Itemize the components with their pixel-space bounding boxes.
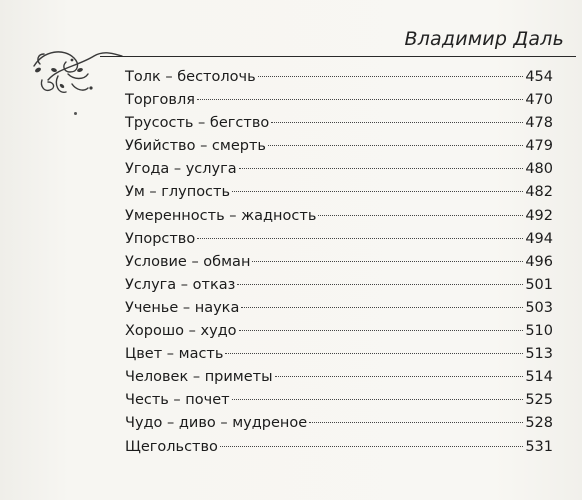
running-header-author: Владимир Даль [404, 28, 564, 50]
dot-leader [258, 76, 524, 77]
dot-leader [309, 422, 523, 423]
toc-entry-page-number: 454 [525, 69, 553, 85]
toc-entry [125, 135, 553, 158]
dot-leader [232, 399, 524, 400]
dot-leader [225, 353, 523, 354]
dot-leader [252, 261, 523, 262]
dot-leader [271, 122, 523, 123]
dot-leader [239, 168, 524, 169]
print-speck [74, 112, 77, 115]
toc-entry [125, 89, 553, 112]
toc-entry-page-number: 513 [525, 346, 553, 363]
toc-entry [125, 436, 553, 459]
dot-leader [268, 145, 523, 146]
toc-entry-page-number: 528 [525, 415, 553, 432]
toc-entry-title: Цвет – масть [125, 346, 224, 363]
toc-entry [125, 251, 553, 274]
table-of-contents [125, 66, 553, 459]
dot-leader [239, 330, 524, 331]
toc-entry-page-number: 503 [525, 299, 553, 316]
dot-leader [220, 446, 523, 447]
toc-entry-title: Человек – приметы [125, 369, 273, 386]
toc-entry-title: Услуга – отказ [125, 276, 236, 293]
toc-entry [125, 366, 553, 389]
toc-entry [125, 158, 553, 181]
dot-leader [318, 215, 523, 216]
toc-entry [125, 274, 553, 297]
toc-entry-title: Торговля [125, 92, 195, 109]
toc-entry-page-number: 470 [525, 92, 553, 109]
toc-entry-title: Честь – почет [125, 392, 230, 409]
toc-entry-title: Умеренность – жадность [125, 207, 317, 224]
toc-entry-title: Ум – глупость [125, 184, 231, 201]
toc-entry [125, 112, 553, 135]
toc-entry-page-number: 531 [525, 438, 553, 455]
toc-entry-page-number: 525 [525, 392, 553, 409]
toc-entry-page-number: 494 [525, 230, 553, 247]
toc-entry-page-number: 514 [525, 369, 553, 386]
floral-flourish-icon [28, 40, 124, 108]
toc-entry-title: Чудо – диво – мудреное [125, 415, 308, 432]
dot-leader [197, 99, 523, 100]
toc-entry-page-number: 480 [525, 161, 553, 178]
toc-entry-title: Упорство [125, 230, 196, 247]
toc-entry [125, 320, 553, 343]
toc-entry [125, 412, 553, 435]
toc-entry-title: Толк – бестолочь [125, 69, 256, 85]
toc-entry-title: Трусость – бегство [125, 115, 270, 132]
toc-entry [125, 181, 553, 204]
toc-entry [125, 205, 553, 228]
toc-entry-page-number: 496 [525, 253, 553, 270]
toc-entry-title: Условие – обман [125, 253, 251, 270]
toc-entry-page-number: 510 [525, 323, 553, 340]
toc-entry-title: Убийство – смерть [125, 138, 266, 155]
toc-entry [125, 343, 553, 366]
toc-entry-page-number: 501 [525, 276, 553, 293]
toc-entry [125, 228, 553, 251]
header-rule [100, 56, 576, 57]
toc-entry-title: Угода – услуга [125, 161, 237, 178]
toc-entry [125, 389, 553, 412]
toc-entry-page-number: 492 [525, 207, 553, 224]
dot-leader [241, 307, 523, 308]
dot-leader [237, 284, 523, 285]
dot-leader [232, 191, 523, 192]
toc-entry-title: Ученье – наука [125, 299, 240, 316]
toc-entry [125, 66, 553, 89]
toc-entry-page-number: 479 [525, 138, 553, 155]
toc-entry-title: Щегольство [125, 438, 218, 455]
dot-leader [197, 238, 523, 239]
toc-entry-page-number: 482 [525, 184, 553, 201]
toc-entry-page-number: 478 [525, 115, 553, 132]
dot-leader [275, 376, 524, 377]
toc-entry-title: Хорошо – худо [125, 323, 237, 340]
toc-entry [125, 297, 553, 320]
